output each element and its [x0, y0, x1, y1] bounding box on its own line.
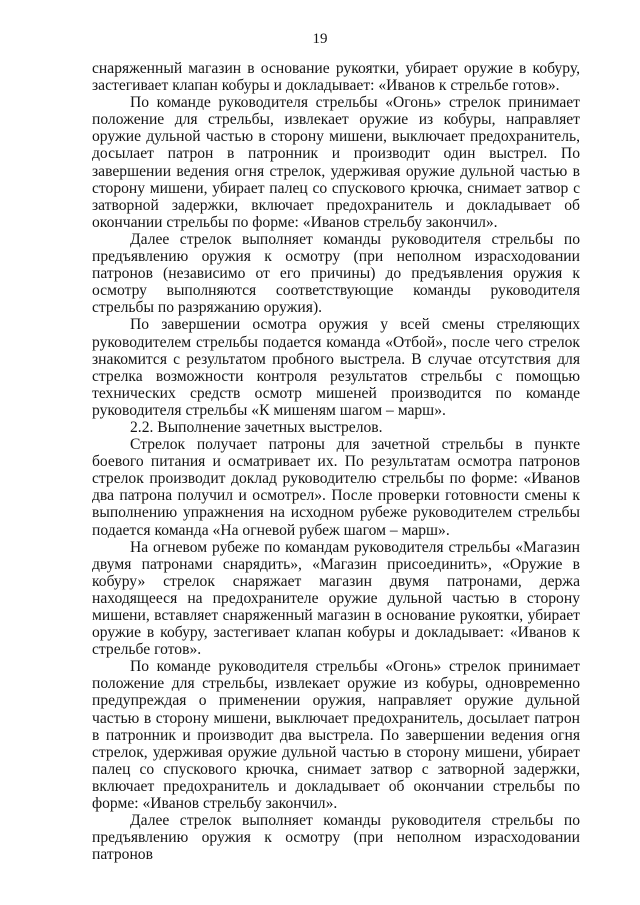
body-text: [92, 60, 580, 863]
paragraph: На огневом рубеже по командам руководителя стрельбы «Магазин двумя патронами снарядить», «Магазин присоединить», «Оружие в кобуру» стрелок снаряжает магазин двумя патронами, держа находящееся на предохранителе оружие дульной частью в сторону мишени, вставляет снаряженный магазин в основание рукоятки, убирает оружие в кобуру, застегивает клапан кобуры и докладывает: «Иванов к стрельбе готов».: [92, 538, 580, 659]
paragraph: По завершении осмотра оружия у всей смены стреляющих руководителем стрельбы подается команда «Отбой», после чего стрелок знакомится с результатом пробного выстрела. В случае отсутствия для стрелка возможности контроля результатов стрельбы с помощью технических средств осмотр мишеней производится по команде руководителя стрельбы «К мишеням шагом – марш».: [92, 316, 580, 419]
paragraph: Далее стрелок выполняет команды руководителя стрельбы по предъявлению оружия к осмотру (при неполном израсходовании патронов (независимо от его причины) до предъявления оружия к осмотру выполняются соответствующие команды руководителя стрельбы по разряжанию оружия).: [92, 230, 580, 317]
paragraph-continuation: снаряженный магазин в основание рукоятки, убирает оружие в кобуру, застегивает клапан кобуры и докладывает: «Иванов к стрельбе готов».: [92, 60, 580, 95]
page-number: 19: [312, 31, 328, 47]
paragraph: По команде руководителя стрельбы «Огонь» стрелок принимает положение для стрельбы, извлекает оружие из кобуры, одновременно предупреждая о применении оружия, направляет оружие дульной частью в сторону мишени, выключает предохранитель, досылает патрон в патронник и производит два выстрела. По завершении ведения огня стрелок, удерживая оружие дульной частью в сторону мишени, убирает палец со спускового крючка, снимает затвор с затворной задержки, включает предохранитель и докладывает об окончании стрельбы по форме: «Иванов стрельбу закончил».: [92, 658, 580, 813]
paragraph: Далее стрелок выполняет команды руководителя стрельбы по предъявлению оружия к осмотру (при неполном израсходовании патронов: [92, 812, 580, 864]
paragraph: По команде руководителя стрельбы «Огонь» стрелок принимает положение для стрельбы, извлекает оружие из кобуры, направляет оружие дульной частью в сторону мишени, выключает предохранитель, досылает патрон в патронник и производит один выстрел. По завершении ведения огня стрелок, удерживая оружие дульной частью в сторону мишени, убирает палец со спускового крючка, снимает затвор с затворной задержки, включает предохранитель и докладывает об окончании стрельбы по форме: «Иванов стрельбу закончил».: [92, 94, 580, 231]
paragraph: Стрелок получает патроны для зачетной стрельбы в пункте боевого питания и осматривает их. По результатам осмотра патронов стрелок производит доклад руководителю стрельбы по форме: «Иванов два патрона получил и осмотрел». После проверки готовности смены к выполнению упражнения на исходном рубеже руководителем стрельбы подается команда «На огневой рубеж шагом – марш».: [92, 436, 580, 539]
section-heading: 2.2. Выполнение зачетных выстрелов.: [130, 418, 383, 436]
